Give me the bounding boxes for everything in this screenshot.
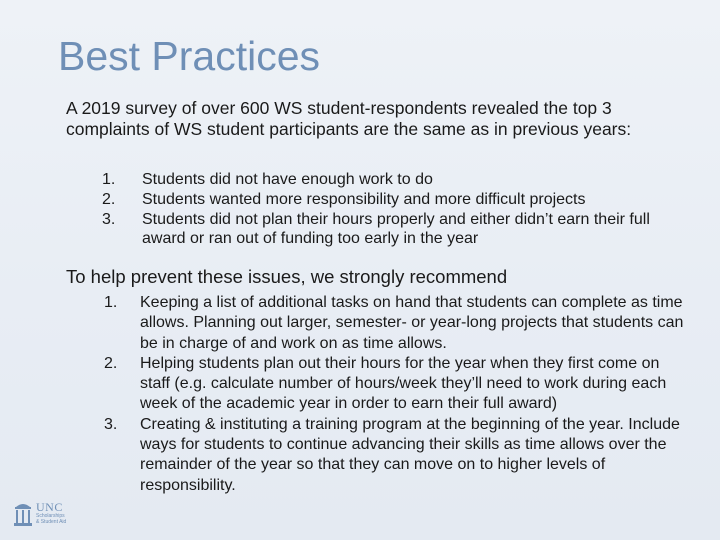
logo-sub-line-2: & Student Aid [36, 519, 67, 525]
intro-paragraph: A 2019 survey of over 600 WS student-respondents revealed the top 3 complaints of WS student participants are the same as in previous years: [66, 98, 632, 139]
list-item [102, 189, 662, 209]
recommendations-list [104, 293, 690, 496]
unc-logo [14, 497, 92, 529]
list-item [102, 169, 662, 189]
list-text: Helping students plan out their hours for the year when they first come on staff (e.g. calculate number of hours/week they’ll need to work during each week of the academic year in order to earn their full award) [140, 354, 667, 413]
list-text: Creating & instituting a training program at the beginning of the year. Include ways for students to continue advancing their skills as time allows over the remainder of the year so that they can move on to higher levels of responsibility. [140, 415, 680, 494]
list-text: Students did not plan their hours properly and either didn’t earn their full award or ran out of funding too early in the year [142, 211, 650, 247]
list-item [104, 415, 690, 496]
old-well-icon [14, 499, 32, 527]
list-item [104, 293, 690, 354]
list-number: 2. [104, 354, 118, 372]
list-number: 3. [102, 211, 116, 228]
list-text: Keeping a list of additional tasks on hand that students can complete as time allows. Planning out larger, semester- or year-long projects that students can be in charge of and work on as time allows. [140, 294, 684, 352]
recommend-heading: To help prevent these issues, we strongly recommend [66, 266, 508, 287]
logo-main-text: UNC [36, 500, 63, 514]
complaints-list [102, 169, 662, 248]
list-number: 1. [102, 171, 116, 188]
list-item [104, 354, 690, 415]
slide-title: Best Practices [58, 33, 321, 79]
list-number: 2. [102, 191, 116, 208]
list-number: 3. [104, 415, 118, 433]
list-text: Students wanted more responsibility and more difficult projects [142, 191, 586, 208]
list-item [102, 209, 662, 248]
list-text: Students did not have enough work to do [142, 171, 433, 188]
logo-sub-line-1: Scholarships [36, 513, 65, 519]
list-number: 1. [104, 294, 118, 311]
